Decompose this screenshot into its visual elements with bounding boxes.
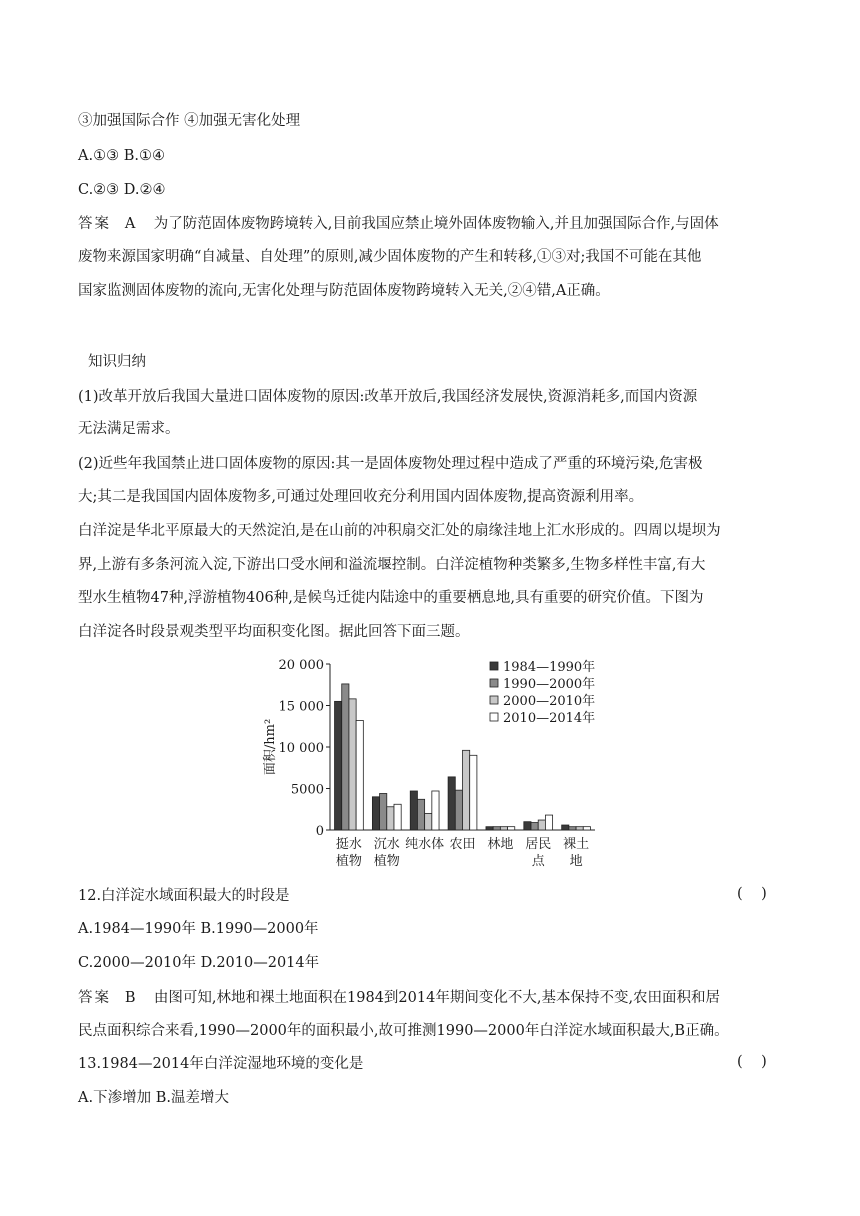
x-tick-label: 点 (531, 854, 545, 869)
q12-choices-cd: C.2000—2010年 D.2010—2014年 (78, 955, 320, 971)
answer-key: B (124, 990, 136, 1006)
bar (524, 822, 531, 830)
q12-explanation-2: 民点面积综合来看,1990—2000年的面积最小,故可推测1990—2000年白洋淀水域面积最大,B正确。 (78, 1023, 729, 1039)
bar (394, 804, 401, 830)
answer-key: A (124, 216, 136, 232)
x-tick-label: 裸土 (563, 837, 590, 852)
knowledge-p2-line2: 大;其二是我国国内固体废物多,可通过处理回收充分利用国内固体废物,提高资源利用率。 (78, 489, 644, 505)
legend-label: 1990—2000年 (503, 677, 596, 692)
x-tick-label: 沉水 (373, 837, 400, 852)
bar (455, 790, 462, 830)
answer-explanation: 为了防范固体废物跨境转入,目前我国应禁止境外固体废物输入,并且加强国际合作,与固体 (153, 216, 719, 232)
q12-choices-ab: A.1984—1990年 B.1990—2000年 (78, 921, 319, 937)
bar (562, 825, 569, 830)
legend-swatch (490, 696, 498, 704)
q11-option-line: ③加强国际合作 ④加强无害化处理 (78, 113, 301, 129)
legend-label: 2000—2010年 (503, 694, 596, 709)
answer-label: 答案 (78, 990, 111, 1006)
legend-label: 1984—1990年 (503, 660, 596, 675)
bar (508, 827, 515, 830)
legend-swatch (490, 679, 498, 687)
q11-answer-line (78, 214, 719, 234)
bar (335, 701, 342, 830)
bar (417, 799, 424, 830)
bar (493, 827, 500, 830)
bar (470, 755, 477, 830)
x-tick-label: 地 (569, 854, 583, 869)
bar (500, 827, 507, 830)
bar (356, 720, 363, 830)
bar (410, 791, 417, 830)
x-tick-label: 农田 (449, 837, 476, 852)
passage-line1: 白洋淀是华北平原最大的天然淀泊,是在山前的冲积扇交汇处的扇缘洼地上汇水形成的。四周以堤坝为 (78, 523, 721, 539)
y-tick-label: 0 (315, 824, 324, 839)
x-tick-label: 林地 (487, 837, 514, 852)
y-tick-label: 10 000 (278, 741, 324, 756)
y-axis-title (263, 719, 278, 775)
answer-explanation: 由图可知,林地和裸土地面积在1984到2014年期间变化不大,基本保持不变,农田面积和居 (153, 990, 721, 1006)
q12-answer-bracket: ( ) (737, 886, 767, 902)
legend-label: 2010—2014年 (503, 711, 596, 726)
y-tick-label: 20 000 (278, 658, 324, 673)
q12-answer-line (78, 988, 720, 1008)
knowledge-heading: 知识归纳 (88, 354, 146, 370)
bar (583, 827, 590, 830)
answer-label: 答案 (78, 216, 111, 232)
bar (531, 823, 538, 830)
q12-stem: 12.白洋淀水域面积最大的时段是 (78, 888, 290, 904)
q13-stem: 13.1984—2014年白洋淀湿地环境的变化是 (78, 1056, 364, 1072)
q11-explanation-2: 废物来源国家明确“自减量、自处理”的原则,减少固体废物的产生和转移,①③对;我国不可能在其他 (78, 249, 702, 265)
y-axis-label: 面积/hm² (263, 718, 278, 776)
bar (448, 777, 455, 830)
q13-answer-bracket: ( ) (737, 1054, 767, 1070)
x-tick-label: 植物 (373, 854, 400, 869)
q11-choices-ab: A.①③ B.①④ (78, 148, 165, 164)
bar (387, 807, 394, 830)
bar (372, 797, 379, 830)
bar (569, 827, 576, 830)
x-tick-label: 纯水体 (405, 837, 445, 852)
knowledge-p1-line1: (1)改革开放后我国大量进口固体废物的原因:改革开放后,我国经济发展快,资源消耗多,而国内资源 (78, 389, 698, 405)
x-tick-label: 植物 (335, 854, 362, 869)
bar (463, 750, 470, 830)
bar (349, 699, 356, 830)
bar (380, 793, 387, 830)
knowledge-p2-line1: (2)近些年我国禁止进口固体废物的原因:其一是固体废物处理过程中造成了严重的环境污染,危害极 (78, 456, 703, 472)
legend-swatch (490, 713, 498, 721)
passage-line4: 白洋淀各时段景观类型平均面积变化图。据此回答下面三题。 (78, 624, 470, 640)
bar (342, 684, 349, 830)
q11-explanation-3: 国家监测固体废物的流向,无害化处理与防范固体废物跨境转入无关,②④错,A正确。 (78, 283, 610, 299)
y-tick-label: 5000 (290, 782, 324, 798)
bar (432, 791, 439, 830)
q11-choices-cd: C.②③ D.②④ (78, 182, 166, 198)
bar (545, 815, 552, 830)
bar (538, 820, 545, 830)
x-tick-label: 挺水 (335, 837, 362, 852)
landscape-area-bar-chart (250, 652, 610, 877)
y-tick-label: 15 000 (278, 699, 324, 715)
x-tick-label: 居民 (525, 837, 552, 852)
bar (576, 827, 583, 830)
knowledge-p1-line2: 无法满足需求。 (78, 421, 180, 437)
passage-line2: 界,上游有多条河流入淀,下游出口受水闸和溢流堰控制。白洋淀植物种类繁多,生物多样性丰富,有大 (78, 557, 706, 573)
passage-line3: 型水生植物47种,浮游植物406种,是候鸟迁徙内陆途中的重要栖息地,具有重要的研究价值。下图为 (78, 590, 704, 606)
q13-choices-ab: A.下渗增加 B.温差增大 (78, 1090, 229, 1106)
legend-swatch (490, 662, 498, 670)
bar (486, 827, 493, 830)
bar (425, 813, 432, 830)
